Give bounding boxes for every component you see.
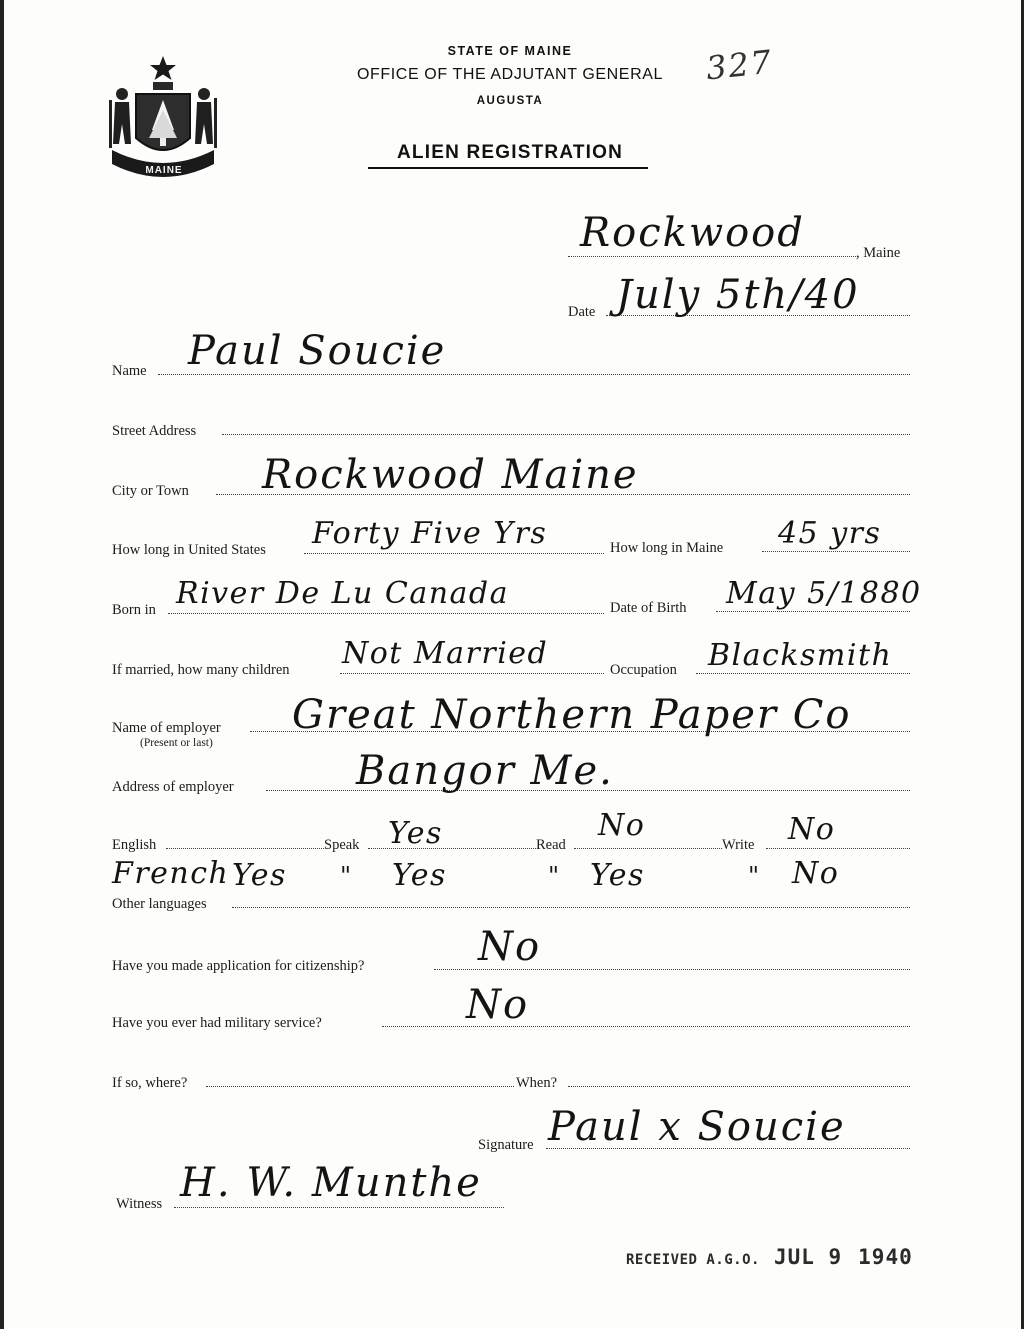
english-speak-entry: Yes <box>388 816 443 851</box>
us-years-line <box>304 553 604 554</box>
date-entry: July 5th/40 <box>616 272 860 318</box>
born-in-label: Born in <box>112 602 156 618</box>
dob-entry: May 5/1880 <box>726 576 922 611</box>
english-line <box>166 848 324 849</box>
city-entry: Rockwood Maine <box>262 452 639 498</box>
name-entry: Paul Soucie <box>188 328 447 374</box>
header-city: AUGUSTA <box>476 95 544 107</box>
name-line <box>158 374 910 375</box>
dob-label: Date of Birth <box>610 600 687 616</box>
maine-years-entry: 45 yrs <box>778 516 882 551</box>
military-service-line <box>382 1026 910 1027</box>
maine-state-seal-icon <box>104 52 222 182</box>
dob-line <box>716 611 910 612</box>
witness-line <box>174 1207 504 1208</box>
when-label: When? <box>516 1075 558 1091</box>
date-label: Date <box>568 304 596 320</box>
witness-label: Witness <box>116 1196 163 1212</box>
employer-entry: Great Northern Paper Co <box>292 692 852 738</box>
occupation-entry: Blacksmith <box>708 638 893 673</box>
town-entry: Rockwood <box>580 210 805 256</box>
received-stamp <box>626 1245 913 1269</box>
other-language-entry: French <box>112 856 230 891</box>
ditto-mark-3: " <box>748 862 761 890</box>
occupation-line <box>696 673 910 674</box>
town-suffix-label: , Maine <box>856 245 901 261</box>
witness-entry: H. W. Munthe <box>180 1160 482 1206</box>
other-speak-repeat-entry: Yes <box>392 858 447 893</box>
file-number: 327 <box>704 42 775 88</box>
english-write-entry: No <box>788 812 836 847</box>
employer-address-entry: Bangor Me. <box>356 748 614 794</box>
where-line <box>206 1086 514 1087</box>
citizenship-label: Have you made application for citizenship? <box>112 958 365 974</box>
read-label: Read <box>536 837 566 853</box>
born-in-entry: River De Lu Canada <box>176 576 510 611</box>
title-underline <box>368 167 648 169</box>
street-address-line <box>222 434 910 435</box>
read-line <box>574 848 722 849</box>
other-write-entry: No <box>792 856 840 891</box>
occupation-label: Occupation <box>610 662 677 678</box>
employer-sub-label: (Present or last) <box>140 737 213 749</box>
signature-entry: Paul x Soucie <box>548 1104 846 1150</box>
english-read-entry: No <box>598 808 646 843</box>
us-years-label: How long in United States <box>112 542 266 558</box>
stamp-received: RECEIVED A.G.O. <box>626 1252 760 1268</box>
children-entry: Not Married <box>342 636 549 671</box>
military-service-entry: No <box>466 982 530 1028</box>
employer-address-label: Address of employer <box>112 779 234 795</box>
town-line <box>568 256 858 257</box>
other-languages-label: Other languages <box>112 896 207 912</box>
stamp-year: 1940 <box>858 1245 913 1269</box>
born-in-line <box>168 613 604 614</box>
english-label: English <box>112 837 157 853</box>
citizenship-entry: No <box>478 924 542 970</box>
city-label: City or Town <box>112 483 189 499</box>
header-state: STATE OF MAINE <box>447 44 573 58</box>
ditto-mark-1: " <box>340 862 353 890</box>
write-line <box>766 848 910 849</box>
seal-motto: MAINE <box>145 165 183 176</box>
form-title: ALIEN REGISTRATION <box>396 142 624 163</box>
speak-label: Speak <box>324 837 360 853</box>
write-label: Write <box>722 837 755 853</box>
stamp-month-day: JUL 9 <box>773 1245 843 1269</box>
ditto-mark-2: " <box>548 862 561 890</box>
military-service-label: Have you ever had military service? <box>112 1015 322 1031</box>
header-office: OFFICE OF THE ADJUTANT GENERAL <box>356 66 664 83</box>
name-label: Name <box>112 363 147 379</box>
scan-edge-left <box>0 0 4 1329</box>
maine-years-label: How long in Maine <box>610 540 724 556</box>
children-label: If married, how many children <box>112 662 290 678</box>
other-speak-entry: Yes <box>232 858 287 893</box>
other-read-entry: Yes <box>590 858 645 893</box>
when-line <box>568 1086 910 1087</box>
children-line <box>340 673 604 674</box>
employer-label: Name of employer <box>112 720 221 736</box>
where-label: If so, where? <box>112 1075 188 1091</box>
signature-label: Signature <box>478 1137 534 1153</box>
street-address-label: Street Address <box>112 423 197 439</box>
other-languages-line <box>232 907 910 908</box>
us-years-entry: Forty Five Yrs <box>312 516 548 551</box>
maine-years-line <box>762 551 910 552</box>
